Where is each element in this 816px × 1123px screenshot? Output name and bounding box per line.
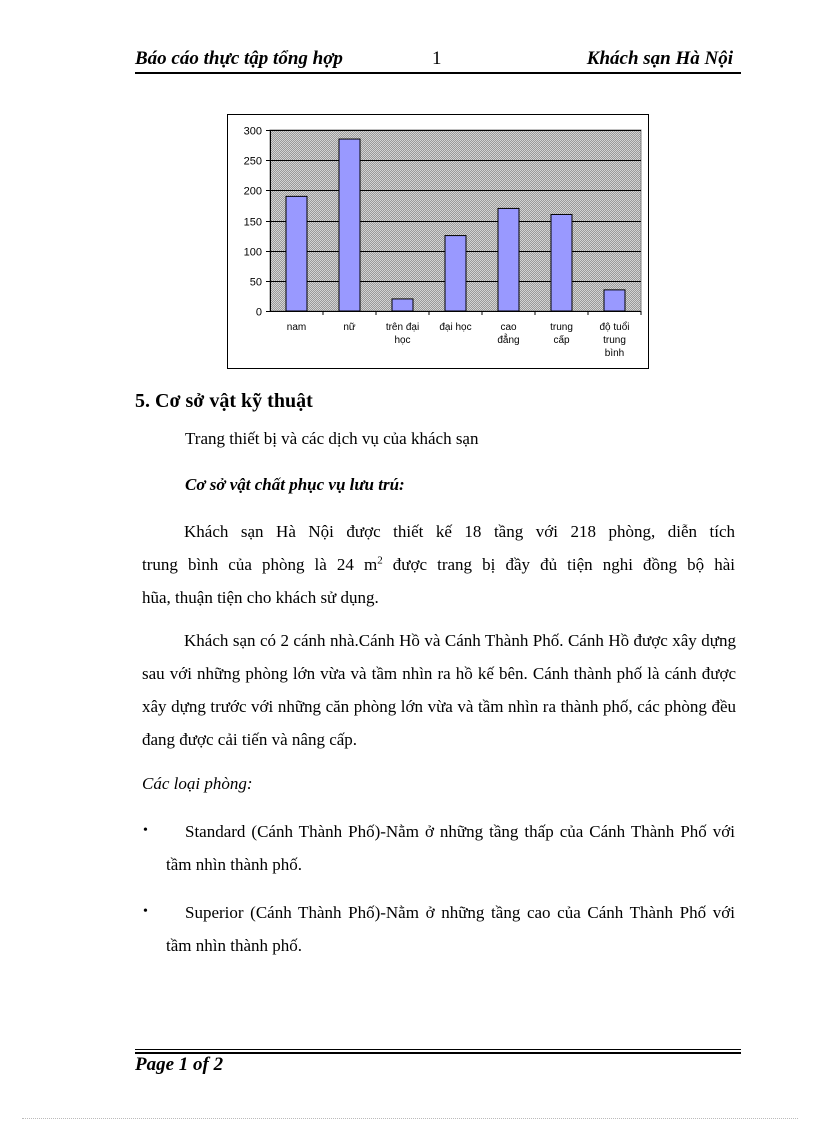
- y-tick-label: 250: [243, 155, 262, 168]
- paragraph-text: trung bình của phòng là 24 m: [142, 555, 378, 574]
- y-tick-label: 300: [243, 125, 262, 138]
- x-tick-label: độ tuổi: [599, 322, 630, 333]
- bar-chart: [227, 114, 649, 369]
- room-types-label: Các loại phòng:: [142, 774, 253, 793]
- x-tick-label: cao: [500, 322, 517, 333]
- y-tick-label: 200: [243, 185, 262, 198]
- x-tick-label: nam: [286, 322, 307, 333]
- page-header: [135, 48, 741, 74]
- paragraph-text: được trang bị đầy đủ tiện nghi đồng bộ hài: [382, 555, 735, 574]
- x-tick-label: học: [394, 335, 411, 346]
- paragraph-hotel-description: [142, 515, 735, 614]
- paragraph-wings: Khách sạn có 2 cánh nhà.Cánh Hồ và Cánh Thành Phố. Cánh Hồ được xây dựng sau với những phòng lớn vừa và tầm nhìn ra hồ kế bên. Cánh thành phố là cánh được xây dựng trước với những căn phòng lớn vừa và tầm nhìn ra thành phố, các phòng đều đang được cải tiến và nâng cấp.: [142, 631, 736, 749]
- bullet-icon: •: [143, 823, 148, 838]
- room-type-standard: Standard (Cánh Thành Phố)-Nằm ở những tầng thấp của Cánh Thành Phố với tầm nhìn thành phố.: [166, 822, 735, 874]
- superscript: 2: [377, 554, 383, 567]
- bar: [498, 208, 519, 311]
- paragraph-line: Khách sạn Hà Nội được thiết kế 18 tầng với 218 phòng, diễn tích: [184, 522, 735, 541]
- page-edge-divider: [22, 1118, 798, 1119]
- x-tick-label: nữ: [343, 322, 356, 333]
- bullet-icon: •: [143, 904, 148, 919]
- bar: [604, 290, 625, 311]
- section-subtitle: Trang thiết bị và các dịch vụ của khách sạn: [185, 429, 479, 448]
- x-tick-label: trung: [603, 335, 626, 346]
- x-tick-label: trung: [550, 322, 573, 333]
- section-title: 5. Cơ sở vật kỹ thuật: [135, 390, 313, 412]
- y-tick-label: 0: [255, 306, 262, 319]
- room-type-superior: Superior (Cánh Thành Phố)-Nằm ở những tầng cao của Cánh Thành Phố với tầm nhìn thành phố.: [166, 903, 735, 955]
- y-tick-label: 50: [249, 276, 262, 289]
- paragraph-line: [142, 548, 735, 581]
- x-tick-label: đẳng: [497, 335, 520, 346]
- x-tick-label: bình: [604, 348, 625, 359]
- paragraph-line: hũa, thuận tiện cho khách sử dụng.: [142, 588, 379, 607]
- bar: [445, 236, 466, 311]
- bar: [286, 196, 307, 311]
- x-tick-label: cấp: [553, 335, 570, 346]
- y-tick-label: 150: [243, 216, 262, 229]
- footer-page-count: Page 1 of 2: [135, 1054, 224, 1075]
- footer-rule: [135, 1049, 741, 1050]
- bar: [339, 139, 360, 311]
- header-page-number: 1: [432, 48, 442, 69]
- footer-rule: [135, 1052, 741, 1054]
- bar: [392, 299, 413, 311]
- bar: [551, 214, 572, 311]
- header-hotel-name: Khách sạn Hà Nội: [586, 48, 733, 69]
- header-report-title: Báo cáo thực tập tổng hợp: [135, 48, 343, 69]
- facilities-heading: Cơ sở vật chất phục vụ lưu trú:: [185, 475, 405, 494]
- x-tick-label: đại học: [439, 322, 472, 333]
- x-tick-label: trên đại: [385, 322, 420, 333]
- y-tick-label: 100: [243, 246, 262, 259]
- bar-chart-svg: [228, 115, 648, 368]
